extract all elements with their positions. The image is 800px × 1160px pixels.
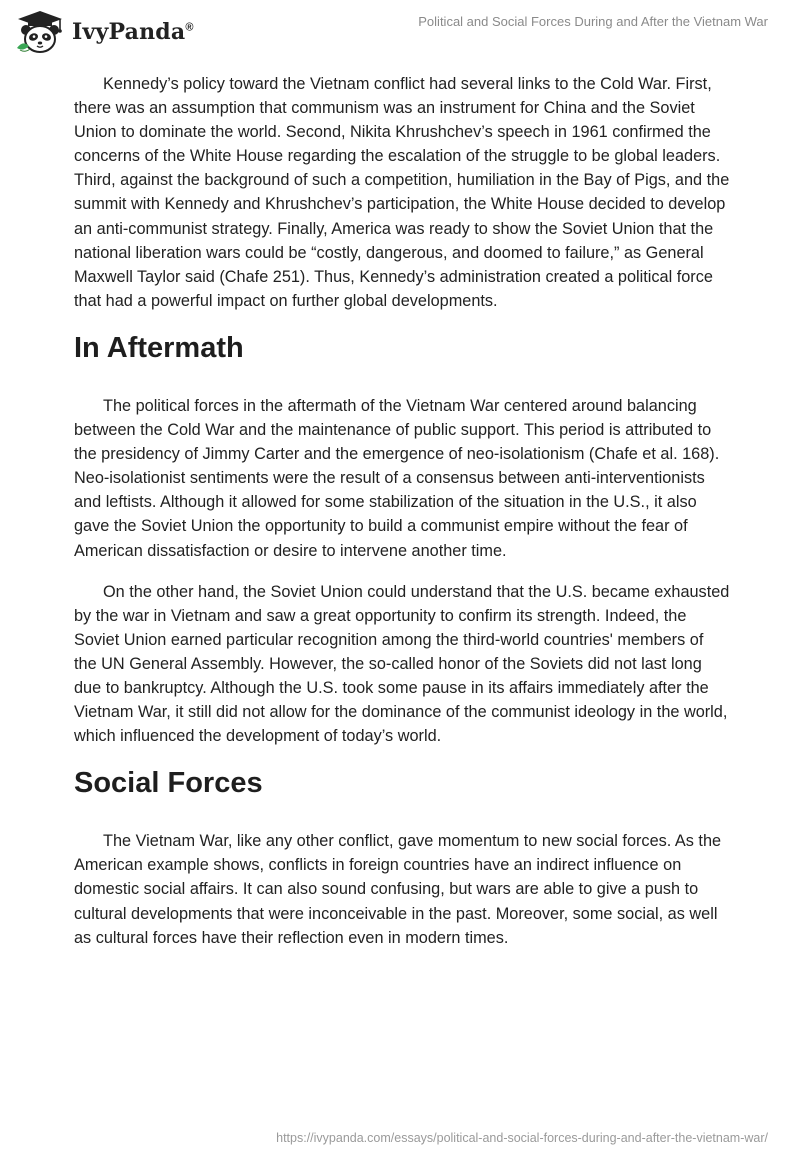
logo-name: IvyPanda: [72, 19, 186, 45]
paragraph-kennedy-policy: Kennedy’s policy toward the Vietnam conflict had several links to the Cold War. First, there was an assumption that communism was an instrument for China and the Soviet Union to dominate the world. Second, Nikita Khrushchev’s speech in 1961 confirmed the concerns of the White House regarding the escalation of the struggle to be global leaders. Third, against the background of such a competition, humiliation in the Bay of Pigs, and the summit with Kennedy and Khrushchev’s participation, the White House decided to develop an anti-communist strategy. Finally, America was ready to show the Soviet Union that the national liberation wars could be “costly, dangerous, and doomed to failure,” as General Maxwell Taylor said (Chafe 251). Thus, Kennedy’s administration created a political force that had a powerful impact on further global developments.: [74, 75, 730, 310]
essay-body: [74, 72, 730, 967]
page-header: [0, 0, 800, 60]
panda-graduate-icon: [14, 10, 66, 54]
document-title: Political and Social Forces During and After the Vietnam War: [418, 14, 768, 29]
registered-mark: ®: [185, 21, 194, 34]
paragraph-social-forces: The Vietnam War, like any other conflict, gave momentum to new social forces. As the American example shows, conflicts in foreign countries have an indirect influence on domestic social affairs. It can also sound confusing, but wars are able to give a push to cultural developments that were inconceivable in the past. Moreover, some social, as well as cultural forces have their reflection even in modern times.: [74, 832, 722, 947]
heading-social-forces: Social Forces: [74, 767, 263, 800]
ivypanda-logo[interactable]: [14, 10, 194, 54]
paragraph-soviet-union: On the other hand, the Soviet Union could understand that the U.S. became exhausted by the war in Vietnam and saw a great opportunity to confirm its strength. Indeed, the Soviet Union earned particular recognition among the third-world countries' members of the UN General Assembly. However, the so-called honor of the Soviets did not last long due to bankruptcy. Although the U.S. took some pause in its affairs immediately after the Vietnam War, it still did not allow for the dominance of the communist ideology in the world, which influenced the development of today’s world.: [74, 582, 730, 746]
paragraph-aftermath-political-forces: The political forces in the aftermath of the Vietnam War centered around balancing between the Cold War and the maintenance of public support. This period is attributed to the presidency of Jimmy Carter and the emergence of neo-isolationism (Chafe et al. 168). Neo-isolationist sentiments were the result of a consensus between anti-interventionists and leftists. Although it allowed for some stabilization of the situation in the U.S., it also gave the Soviet Union the opportunity to build a communist empire without the fear of American dissatisfaction or desire to intervene another time.: [74, 396, 720, 560]
logo-wordmark: [72, 19, 194, 45]
heading-in-aftermath: In Aftermath: [74, 331, 244, 364]
source-url[interactable]: https://ivypanda.com/essays/political-and-social-forces-during-and-after-the-vietnam-war/: [276, 1131, 768, 1145]
